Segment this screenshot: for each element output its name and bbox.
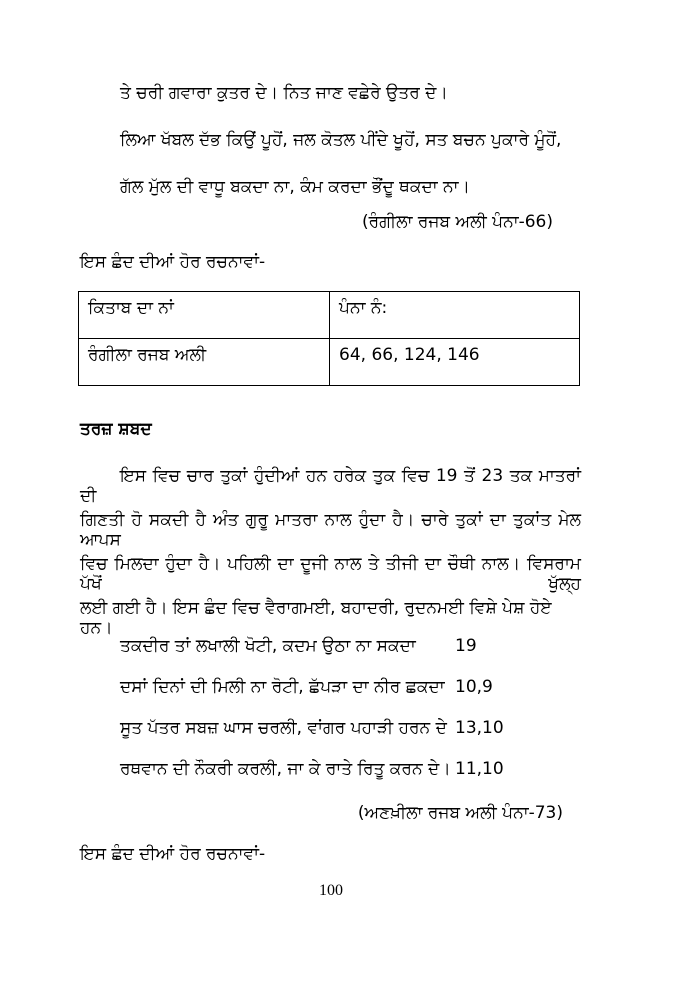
metered-line-text: ਰਥਵਾਨ ਦੀ ਨੌਕਰੀ ਕਰਲੀ, ਜਾ ਕੇ ਰਾਤੇ ਰਿਤੂ ਕਰਨ ਦੇ। — [120, 759, 451, 779]
verse-line: ਤੇ ਚਰੀ ਗਵਾਰਾ ਕੁਤਰ ਦੇ। ਨਿਤ ਜਾਣ ਵਛੇਰੇ ਉਤਰ ਦੇ। — [120, 83, 448, 103]
metered-line-text: ਦਸਾਂ ਦਿਨਾਂ ਦੀ ਮਿਲੀ ਨਾ ਰੋਟੀ, ਛੱਪੜਾ ਦਾ ਨੀਰ ਛਕਦਾ — [120, 677, 445, 697]
verse-line: ਗੱਲ ਮੁੱਲ ਦੀ ਵਾਧੂ ਬਕਦਾ ਨਾ, ਕੰਮ ਕਰਦਾ ਭੌਂਦੂ ਥਕਦਾ ਨਾ। — [120, 177, 470, 197]
verse-citation: (ਅਣਖ਼ੀਲਾ ਰਜਬ ਅਲੀ ਪੰਨਾ-73) — [357, 803, 563, 823]
description-line: ਗਿਣਤੀ ਹੋ ਸਕਦੀ ਹੈ ਅੰਤ ਗੁਰੂ ਮਾਤਰਾ ਨਾਲ ਹੁੰਦਾ ਹੈ। ਚਾਰੇ ਤੁਕਾਂ ਦਾ ਤੁਕਾਂਤ ਮੇਲ ਆਪਸ — [80, 510, 581, 550]
metered-line — [120, 636, 680, 656]
section-heading: ਤਰਜ਼ ਸ਼ਬਦ — [80, 419, 152, 439]
matra-count: 19 — [455, 636, 477, 656]
verse-citation: (ਰੰਗੀਲਾ ਰਜਬ ਅਲੀ ਪੰਨਾ-66) — [361, 212, 553, 232]
metered-line — [120, 718, 680, 738]
metered-line — [120, 759, 680, 779]
table-header-row — [79, 292, 580, 339]
other-works-heading: ਇਸ ਛੰਦ ਦੀਆਂ ਹੋਰ ਰਚਨਾਵਾਂ- — [80, 844, 266, 864]
description-line: ਵਿਚ ਮਿਲਦਾ ਹੁੰਦਾ ਹੈ। ਪਹਿਲੀ ਦਾ ਦੂਜੀ ਨਾਲ ਤੇ ਤੀਜੀ ਦਾ ਚੌਥੀ ਨਾਲ। ਵਿਸਰਾਮ ਪੱਖੋਂ ਖੁੱਲ੍ਹ — [80, 554, 581, 594]
works-table — [78, 291, 580, 386]
description-line: ਇਸ ਵਿਚ ਚਾਰ ਤੁਕਾਂ ਹੁੰਦੀਆਂ ਹਨ ਹਰੇਕ ਤੁਕ ਵਿਚ 19 ਤੋਂ 23 ਤਕ ਮਾਤਰਾਂ ਦੀ — [80, 466, 581, 506]
description-line: ਲਈ ਗਈ ਹੈ। ਇਸ ਛੰਦ ਵਿਚ ਵੈਰਾਗਮਈ, ਬਹਾਦਰੀ, ਰੁਦਨਮਈ ਵਿਸ਼ੇ ਪੇਸ਼ ਹੋਏ ਹਨ। — [80, 598, 552, 638]
matra-count: 13,10 — [455, 718, 504, 738]
page-number: 100 — [319, 882, 343, 899]
other-works-heading: ਇਸ ਛੰਦ ਦੀਆਂ ਹੋਰ ਰਚਨਾਵਾਂ- — [80, 252, 266, 272]
table-row — [79, 339, 580, 386]
metered-line-text: ਤਕਦੀਰ ਤਾਂ ਲਖਾਲੀ ਖੋਟੀ, ਕਦਮ ਉਠਾ ਨਾ ਸਕਦਾ — [120, 636, 416, 656]
page-numbers-cell: 64, 66, 124, 146 — [330, 339, 580, 386]
verse-line: ਲਿਆ ਖੱਬਲ ਦੱਭ ਕਿਉਂ ਪੂਹੋਂ, ਜਲ ਕੋਤਲ ਪੀਂਦੇ ਖੂਹੋਂ, ਸਤ ਬਚਨ ਪੁਕਾਰੇ ਮੂੰਹੋਂ, — [120, 130, 562, 150]
matra-count: 11,10 — [455, 759, 504, 779]
matra-count: 10,9 — [455, 677, 493, 697]
column-header-book-name: ਕਿਤਾਬ ਦਾ ਨਾਂ — [79, 292, 330, 339]
metered-line — [120, 677, 680, 697]
column-header-page-no: ਪੰਨਾ ਨੰ: — [330, 292, 580, 339]
book-name-cell: ਰੰਗੀਲਾ ਰਜਬ ਅਲੀ — [79, 339, 330, 386]
metered-line-text: ਸੂਤ ਪੱਤਰ ਸਬਜ਼ ਘਾਸ ਚਰਲੀ, ਵਾਂਗਰ ਪਹਾੜੀ ਹਰਨ ਦੇ — [120, 718, 447, 738]
